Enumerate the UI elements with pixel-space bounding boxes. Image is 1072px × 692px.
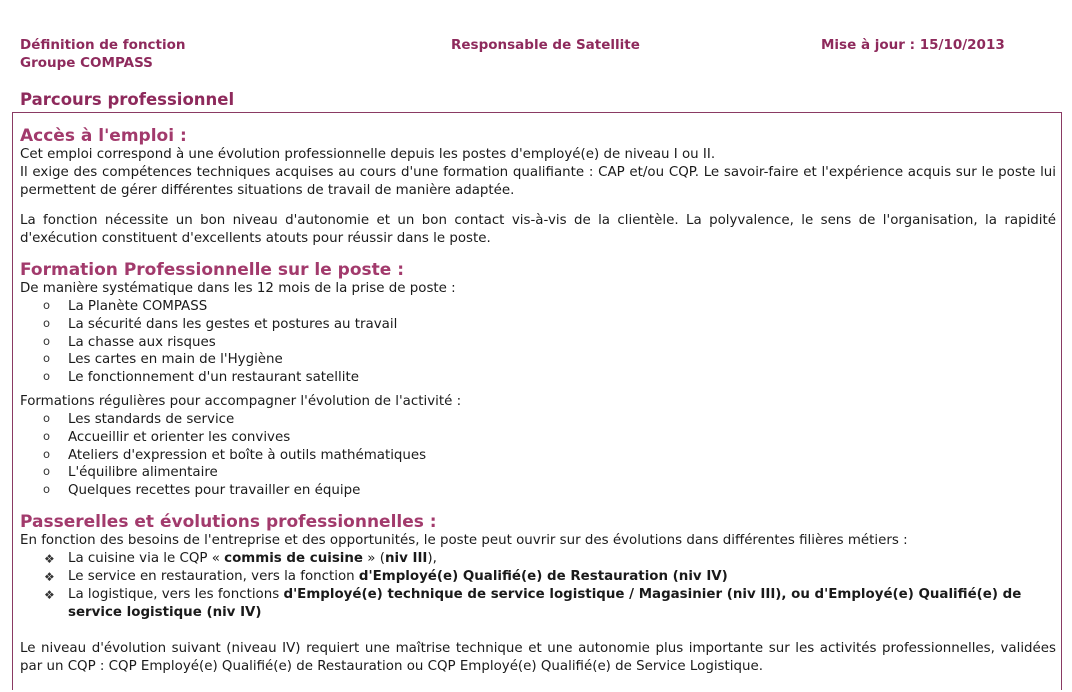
section-title: Accès à l'emploi :	[20, 126, 187, 146]
career-path-list	[20, 550, 1056, 622]
training-list-initial	[20, 298, 1056, 387]
list-item: o Ateliers d'expression et boîte à outils mathématiques	[20, 447, 1056, 465]
job-title-header: Responsable de Satellite	[451, 37, 640, 53]
document-type-label: Définition de fonction	[20, 37, 186, 53]
document-type-header	[20, 36, 186, 72]
diamond-bullet-icon: ❖	[44, 551, 55, 566]
list-intro: Formations régulières pour accompagner l'évolution de l'activité :	[20, 393, 462, 409]
diamond-bullet-icon: ❖	[44, 569, 55, 584]
section-passerelles	[20, 512, 1056, 676]
list-item: ❖ La cuisine via le CQP « commis de cuisine » (niv III),	[44, 550, 437, 566]
paragraph: Il exige des compétences techniques acquises au cours d'une formation qualifiante : CAP et/ou CQP. Le savoir-faire et l'expérience acquis sur le poste lui permettent de gérer différentes situations de travail de manière adaptée.	[20, 165, 1056, 198]
page-title: Parcours professionnel	[20, 90, 235, 109]
list-item: o La sécurité dans les gestes et postures au travail	[20, 316, 1056, 334]
section-formation	[20, 260, 1056, 500]
list-item: ❖ Le service en restauration, vers la fonction d'Employé(e) Qualifié(e) de Restauration (niv IV)	[44, 568, 728, 584]
document-body	[20, 126, 1056, 676]
list-item: o Accueillir et orienter les convives	[20, 429, 1056, 447]
list-item: ❖ La logistique, vers les fonctions d'Employé(e) technique de service logistique / Magasinier (niv III), ou d'Employé(e) Qualifié(e) de service logistique (niv IV)	[44, 586, 1022, 620]
update-date-header: Mise à jour : 15/10/2013	[821, 37, 1005, 53]
list-item: o L'équilibre alimentaire	[20, 464, 1056, 482]
list-item: o La chasse aux risques	[20, 334, 1056, 352]
section-title: Formation Professionnelle sur le poste :	[20, 260, 404, 280]
list-item: o Les cartes en main de l'Hygiène	[20, 351, 1056, 369]
paragraph: Cet emploi correspond à une évolution professionnelle depuis les postes d'employé(e) de niveau I ou II.	[20, 147, 716, 162]
paragraph: La fonction nécessite un bon niveau d'autonomie et un bon contact vis-à-vis de la clientèle. La polyvalence, le sens de l'organisation, la rapidité d'exécution constituent d'excellents atouts pour réussir dans le poste.	[20, 213, 1056, 246]
list-intro: En fonction des besoins de l'entreprise et des opportunités, le poste peut ouvrir sur des évolutions dans différentes filières métiers :	[20, 532, 908, 548]
company-label: Groupe COMPASS	[20, 55, 153, 71]
list-item: o Quelques recettes pour travailler en équipe	[20, 482, 1056, 500]
training-list-regular	[20, 411, 1056, 500]
list-item: o La Planète COMPASS	[20, 298, 1056, 316]
section-title: Passerelles et évolutions professionnelles :	[20, 511, 437, 532]
list-item: o Le fonctionnement d'un restaurant satellite	[20, 369, 1056, 387]
paragraph: Le niveau d'évolution suivant (niveau IV) requiert une maîtrise technique et une autonomie plus importante sur les activités professionnelles, validées par un CQP : CQP Employé(e) Qualifié(e) de Restauration ou CQP Employé(e) Qualifié(e) de Service Logistique.	[20, 640, 1056, 674]
section-acces-emploi	[20, 126, 1056, 248]
list-item: o Les standards de service	[20, 411, 1056, 429]
diamond-bullet-icon: ❖	[44, 587, 55, 602]
list-intro: De manière systématique dans les 12 mois de la prise de poste :	[20, 281, 456, 296]
